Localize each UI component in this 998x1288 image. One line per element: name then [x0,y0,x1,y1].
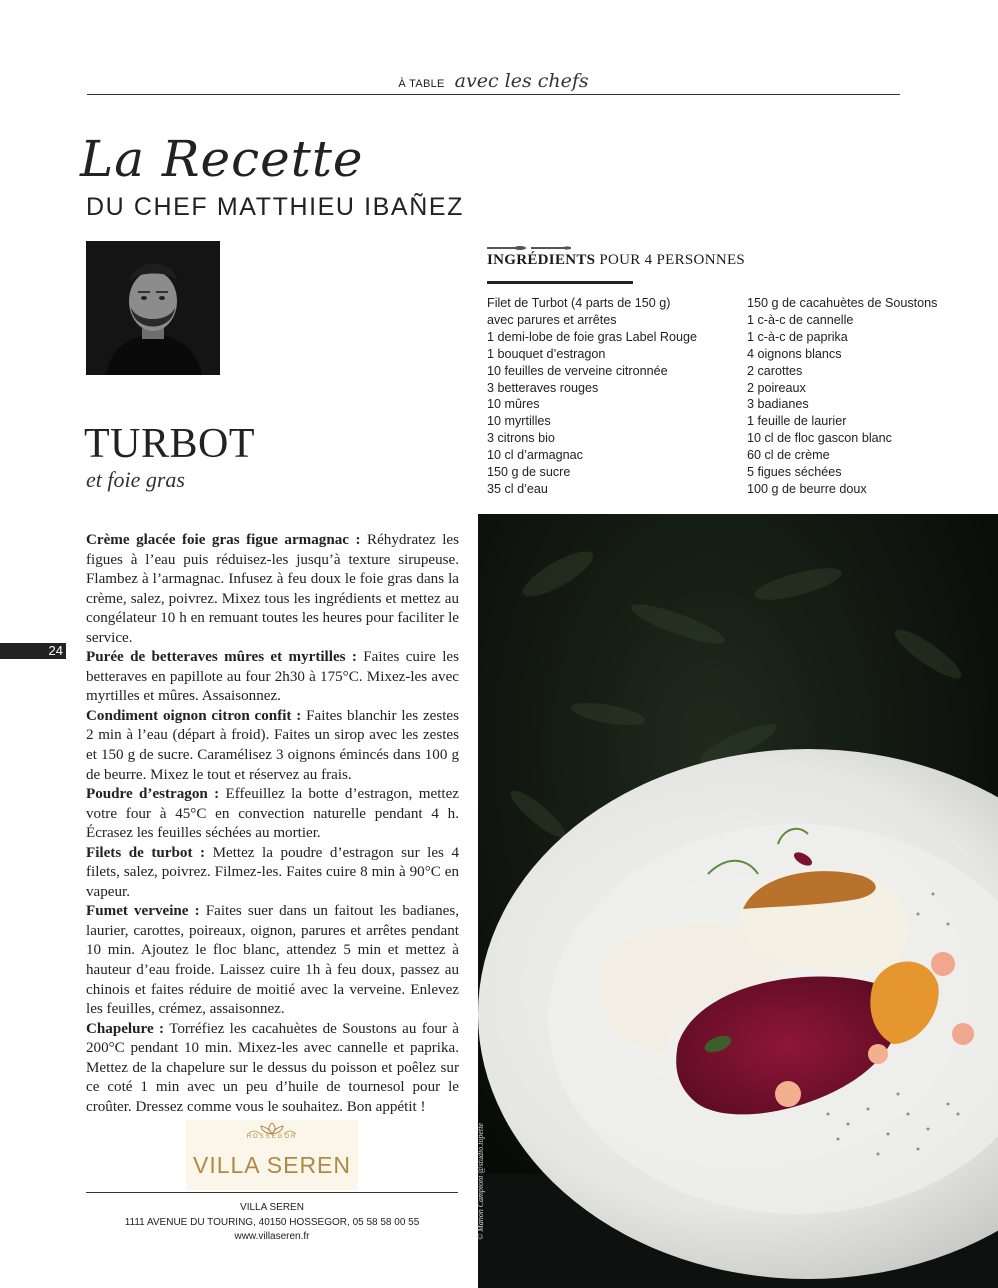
section-prefix: À TABLE [398,78,445,90]
ingredient-item: 3 badianes [747,397,809,412]
page-number: 24 [0,643,66,659]
ingredient-item: 1 c-à-c de paprika [747,329,848,344]
ingredient-item: 150 g de cacahuètes de Soustons [747,296,938,310]
recipe-step [86,902,459,1019]
step-title: Crème glacée foie gras figue armagnac : [86,532,361,548]
plated-dish-image [478,514,998,1288]
recipe-script-title: La Recette [80,130,364,188]
step-text: Réhydratez les figues à l’eau puis réduisez-les jusqu’à texture sirupeuse. Flambez à l’armagnac. Infusez à feu doux le foie gras dans la crème, salez, poivrez. Mixez tous les ingrédients et mettez au congélateur 10 h en remuant toutes les heures pour faciliter le service. [86,532,459,646]
recipe-step [86,531,459,648]
footer-name: VILLA SEREN [240,1202,304,1213]
step-text: Effeuillez la botte d’estragon, mettez votre four à 45°C en convection naturelle pendant 4 h. Écrasez les feuilles séchées au mortier. [86,786,459,842]
ingredient-item: 1 c-à-c de cannelle [747,312,854,327]
ingredients-heading-rest: POUR 4 PERSONNES [595,252,746,268]
recipe-step [86,1020,459,1118]
chef-name: DU CHEF MATTHIEU IBAÑEZ [86,193,465,221]
step-title: Chapelure : [86,1020,165,1037]
ingredient-item: 60 cl de crème [747,448,830,463]
dish-name: TURBOT [84,421,255,467]
step-title: Fumet verveine : [86,903,200,920]
footer-divider [86,1192,458,1193]
ingredient-item: Filet de Turbot (4 parts de 150 g) [487,296,671,310]
step-text: Torréfiez les cacahuètes de Soustons au four à 200°C pendant 10 min. Mixez-les avec cannelle et paprika. Mettez de la chapelure sur le dessus du poisson et poêlez sur ce coté 1 min avec un peu d’huile de tournesol pour le croûter. Dressez comme vous le souhaitez. Bon appétit ! [86,1020,460,1115]
ingredient-item: 3 citrons bio [487,431,555,446]
dish-subtitle: et foie gras [86,467,185,492]
ingredient-item: 10 myrtilles [487,414,551,429]
chef-portrait [86,241,220,375]
ingredient-item: 10 cl d’armagnac [487,448,583,463]
ingredient-item: 1 bouquet d’estragon [487,346,606,361]
footer-address: 1111 AVENUE DU TOURING, 40150 HOSSEGOR, 05 58 58 00 55 [124,1216,420,1228]
step-title: Condiment oignon citron confit : [86,707,302,724]
ingredients-column-1 [487,295,742,498]
recipe-step [86,648,459,707]
ingredients-heading-bold: INGRÉDIENTS [487,252,596,268]
ingredient-item: 10 cl de floc gascon blanc [747,431,892,446]
ingredient-item: 3 betteraves rouges [487,380,599,395]
recipe-steps [86,531,459,1117]
ingredient-item: 100 g de beurre doux [747,481,867,496]
ingredient-item: 4 oignons blancs [747,346,842,361]
ingredients-column-2 [747,295,977,498]
footer [86,1201,458,1245]
step-title: Filets de turbot : [86,844,206,861]
step-text: Mettez la poudre d’estragon sur les 4 filets, salez, poivrez. Filmez-les. Faites cuire 8 min à 90°C en vapeur. [86,844,459,900]
ingredient-item: 10 mûres [487,397,540,412]
ingredient-item: 150 g de sucre [487,465,571,480]
ingredient-item: 35 cl d’eau [487,481,548,496]
step-text: Faites blanchir les zestes 2 min à l’eau (départ à froid). Faites un sirop avec les zestes et 150 g de sucre. Caramélisez 3 oignons émincés dans 100 g de beurre. Mixez le tout et réservez au frais. [86,707,459,783]
logo-tagline: HOSSEGOR [246,1134,298,1140]
logo-name: VILLA SEREN [192,1152,352,1178]
photo-credit: © Manon Campioni @studio.topette [476,1123,485,1240]
step-title: Purée de betteraves mûres et myrtilles : [86,649,357,666]
ingredients-heading [487,252,745,269]
step-title: Poudre d’estragon : [86,786,220,803]
step-text: Faites suer dans un faitout les badianes, laurier, carottes, poireaux, oignon, parures et arrêtes pendant 10 min. Ajoutez le floc blanc, attendez 5 min et mettez à hauteur d’eau froide. Laissez cuire 1h à feu doux, passez au chinois et faites réduire de moitié avec la verveine. Enlevez les feuilles, crémez, assaisonnez. [86,903,460,1018]
recipe-step [86,844,459,903]
ingredient-item: 2 poireaux [747,380,806,395]
step-text: Faites cuire les betteraves en papillote au four 2h30 à 175°C. Mixez-les avec myrtilles et mûres. Assaisonnez. [86,649,459,705]
ingredient-item: 2 carottes [747,363,803,378]
villa-seren-logo [186,1120,358,1190]
section-script: avec les chefs [454,70,589,92]
portrait-image [86,241,220,375]
ingredient-item: 5 figues séchées [747,465,842,480]
ingredient-item: 1 feuille de laurier [747,414,847,429]
recipe-step [86,785,459,844]
footer-website[interactable]: www.villaseren.fr [234,1231,310,1242]
section-header [87,70,900,95]
ingredients-underline [487,281,633,284]
dish-photo [478,514,998,1288]
ingredient-item: avec parures et arrêtes [487,312,617,327]
ingredient-item: 1 demi-lobe de foie gras Label Rouge [487,329,698,344]
ingredient-item: 10 feuilles de verveine citronnée [487,363,668,378]
recipe-step [86,707,459,785]
